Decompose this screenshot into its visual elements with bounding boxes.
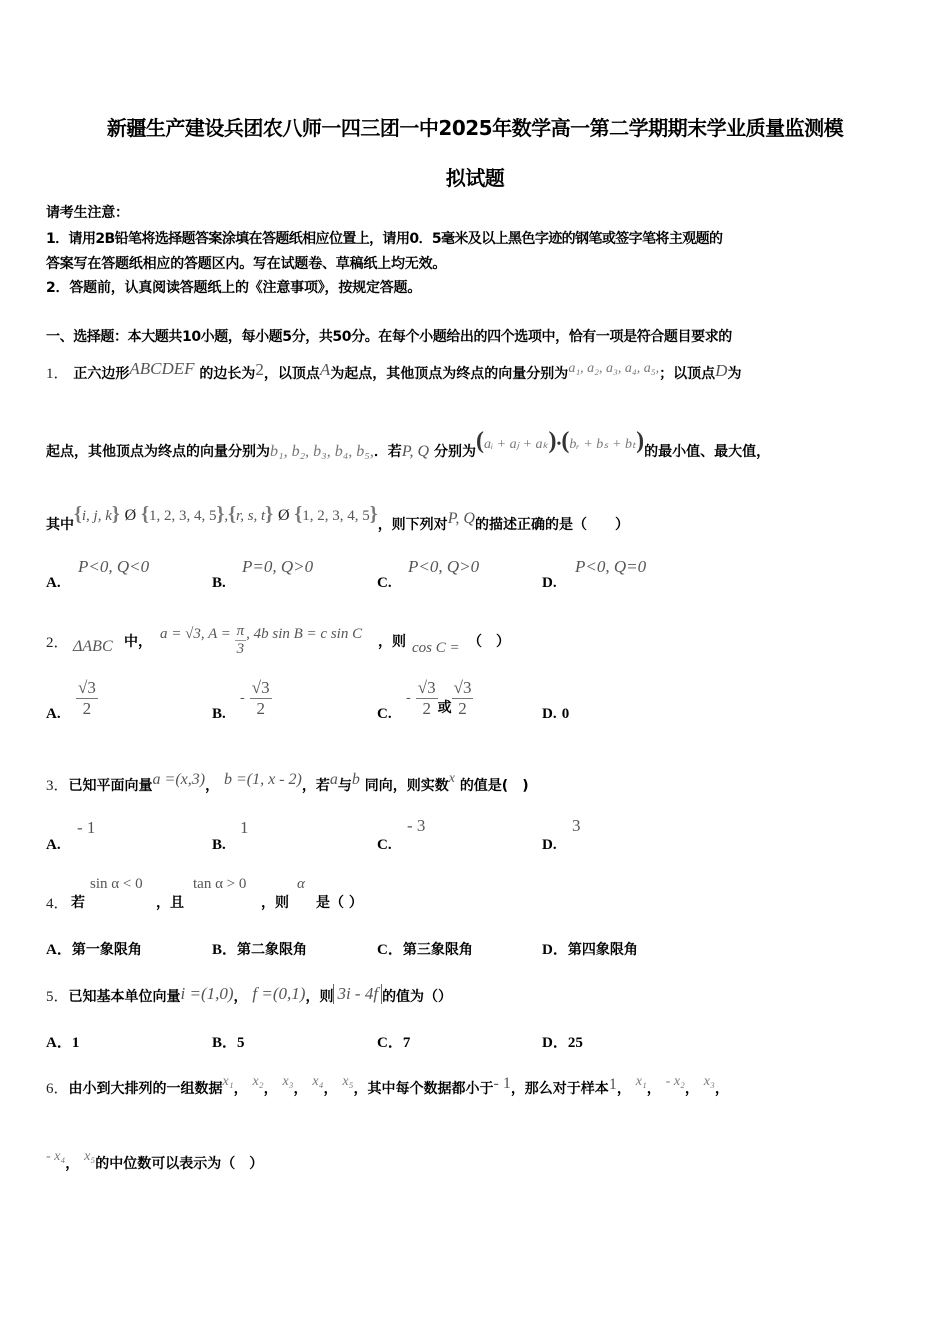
math-x4: x₄ [312, 1074, 324, 1089]
paren-open: ( [561, 428, 570, 454]
math-set-rst: r, s, t [236, 508, 266, 524]
math-b: b [351, 771, 360, 788]
question-text: 的值是( ) [459, 778, 529, 794]
question-4-option-d[interactable] [542, 938, 638, 959]
question-text: 起点，其他顶点为终点的向量分别为 [46, 444, 270, 460]
option-label: C. [377, 706, 392, 722]
brace-close: } [369, 503, 378, 525]
question-text: 分别为 [433, 444, 476, 460]
option-value: 1 [71, 1035, 80, 1051]
question-4-option-c[interactable] [377, 938, 473, 959]
math-minus-one: - 1 [493, 1075, 511, 1092]
denominator: 3 [236, 641, 245, 657]
math-symbol: Ø [277, 507, 290, 524]
question-4-option-b[interactable] [212, 938, 307, 959]
math-vector-a: a =(x,3) [152, 771, 206, 788]
math-symbol: Ø [124, 507, 137, 524]
fraction [416, 678, 438, 719]
math-x: x [448, 771, 455, 786]
question-2-option-c-value [406, 678, 473, 719]
notice-item-1-line2: 答案写在答题纸相应的答题区内。写在试题卷、草稿纸上均无效。 [46, 256, 447, 272]
math-a: a [329, 771, 338, 788]
question-2-option-a-value [76, 678, 98, 719]
question-1-option-d[interactable] [542, 572, 557, 592]
question-text: ，以顶点 [263, 366, 320, 382]
paren-open: ( [475, 428, 484, 454]
math-set-ijk: i, j, k [81, 508, 112, 524]
question-text: 与 [337, 778, 352, 794]
option-value: 5 [237, 1035, 245, 1051]
comma: ， [684, 1081, 699, 1097]
question-text: 为 [727, 366, 742, 382]
question-1-option-a-value: P<0, Q<0 [78, 557, 150, 576]
question-text: ，那么对于样本 [510, 1081, 609, 1097]
math-alpha: α [297, 876, 305, 892]
question-text: ，则下列对 [377, 517, 448, 533]
question-text: 同向，则实数 [364, 778, 449, 794]
question-text: 的最小值、最大值， [644, 444, 771, 460]
brace-open: { [294, 503, 303, 525]
option-label: B． [212, 942, 238, 958]
comma: ， [646, 1081, 661, 1097]
math-x3: x₃ [282, 1074, 294, 1089]
question-text: ．若 [373, 444, 402, 460]
question-number: 3． [46, 778, 69, 794]
option-label: C. [377, 575, 392, 591]
question-3-option-d[interactable] [542, 834, 557, 854]
question-5-option-b[interactable] [212, 1031, 245, 1052]
question-3-option-d-value: 3 [572, 816, 581, 835]
option-label: B. [212, 575, 226, 591]
question-3-option-c-value: - 3 [407, 816, 426, 835]
question-text: ，则 [305, 989, 334, 1005]
question-2-option-a[interactable] [46, 703, 61, 723]
question-2-option-d[interactable] [542, 703, 569, 723]
option-value: 0 [561, 706, 570, 722]
math-vertex-d: D [715, 361, 728, 380]
option-value: 7 [402, 1035, 411, 1051]
question-1-option-d-value: P<0, Q=0 [575, 557, 647, 576]
question-1-option-b-value: P=0, Q>0 [242, 557, 314, 576]
question-text: ，其中每个数据都小于 [353, 1081, 494, 1097]
option-label: A. [46, 575, 61, 591]
question-text: 由小到大排列的一组数据 [68, 1081, 223, 1097]
option-label: C． [377, 1035, 403, 1051]
option-value: 第二象限角 [237, 942, 308, 958]
question-text: 中， [124, 634, 152, 650]
option-label: B. [212, 706, 226, 722]
question-text: 为起点，其他顶点为终点的向量分别为 [330, 366, 569, 382]
math-sample-neg-x4: - x₄ [46, 1149, 66, 1164]
numerator: √3 [251, 678, 270, 697]
fraction [250, 678, 272, 719]
question-5-option-a[interactable] [46, 1031, 79, 1052]
option-value: 第三象限角 [402, 942, 473, 958]
paren-close: ) [548, 428, 557, 454]
option-value: 第一象限角 [71, 942, 142, 958]
question-number: 6． [46, 1081, 69, 1097]
math-set-12345: 1, 2, 3, 4, 5 [148, 508, 217, 524]
question-2-option-b-value [240, 678, 272, 719]
numerator: √3 [417, 678, 436, 697]
minus-sign: - [406, 690, 411, 706]
math-sample-x5: x₅ [84, 1149, 96, 1164]
question-1-line2 [46, 428, 771, 463]
fraction [452, 678, 474, 719]
math-sample-1: 1 [608, 1076, 617, 1093]
answer-blank: 是（ ） [316, 895, 363, 911]
numerator: π [236, 623, 245, 639]
question-text: ， [233, 989, 248, 1005]
math-triangle-abc: ΔABC [73, 638, 113, 655]
question-text: 正六边形 [73, 366, 130, 382]
option-label: A． [46, 1035, 72, 1051]
question-number: 2． [46, 635, 69, 651]
question-2-option-c[interactable] [377, 703, 392, 723]
math-x5: x₅ [342, 1074, 354, 1089]
math-dot: • [556, 437, 562, 452]
math-pq: P, Q [447, 510, 475, 527]
denominator: 2 [256, 699, 265, 718]
math-vector-f: f =(0,1) [252, 984, 306, 1003]
question-text: ，则 [261, 895, 289, 911]
math-vectors-a: a₁, a₂, a₃, a₄, a₅, [568, 361, 660, 376]
option-label: D． [542, 1035, 568, 1051]
numerator: √3 [453, 678, 472, 697]
option-label: B. [212, 837, 226, 853]
math-cos-c: cos C = [412, 640, 460, 656]
option-label: D． [542, 942, 568, 958]
math-sample-x3: x₃ [703, 1074, 715, 1089]
math-side-length: 2 [255, 360, 264, 379]
question-number: 4． [46, 896, 69, 912]
document-title-line2: 拟试题 [445, 166, 505, 190]
option-label: A. [46, 837, 61, 853]
question-4-option-a[interactable] [46, 938, 142, 959]
brace-open: { [74, 503, 82, 525]
denominator: 2 [82, 699, 92, 718]
question-text: ，则 [378, 634, 406, 650]
question-5-option-c[interactable] [377, 1031, 410, 1052]
question-text: 的中位数可以表示为（ ） [95, 1156, 264, 1172]
brace-close: } [111, 503, 120, 525]
math-given-conditions [160, 617, 363, 657]
math-x2: x₂ [252, 1074, 264, 1089]
option-label: D. [542, 837, 557, 853]
question-text: ，且 [156, 895, 184, 911]
comma: ， [65, 1156, 80, 1172]
option-label: A. [46, 706, 61, 722]
question-3-option-a[interactable] [46, 834, 61, 854]
question-text: 的值为（） [382, 989, 453, 1005]
notice-item-1-line1: 1．请用2B铅笔将选择题答案涂填在答题纸相应位置上，请用0．5毫米及以上黑色字迹的钢笔或签字笔将主观题的 [46, 231, 723, 247]
question-number: 1． [46, 366, 69, 382]
math-vector-i: i =(1,0) [180, 984, 234, 1003]
document-title-line1: 新疆生产建设兵团农八师一四三团一中2025年数学高一第二学期期末学业质量监测模 [106, 116, 844, 140]
question-text: 其中 [46, 517, 74, 533]
option-label: D. [542, 575, 557, 591]
brace-open: { [141, 503, 149, 525]
option-label: C． [377, 942, 403, 958]
option-label: B． [212, 1035, 238, 1051]
notice-item-2: 2．答题前，认真阅读答题纸上的《注意事项》，按规定答题。 [46, 280, 422, 296]
answer-blank: （ ） [468, 634, 510, 650]
question-1-option-a[interactable] [46, 572, 61, 592]
math-part: a = √3, A = [160, 625, 235, 642]
question-3-option-b[interactable] [212, 834, 226, 854]
question-5-line [46, 985, 452, 1006]
math-sum-a: aᵢ + aⱼ + aₖ [483, 437, 549, 452]
question-3-option-a-value: - 1 [77, 818, 96, 837]
question-text: 的描述正确的是（ ） [474, 517, 629, 533]
math-part: , 4b sin B = c sin C [246, 625, 363, 642]
math-set-12345: 1, 2, 3, 4, 5 [302, 508, 370, 524]
question-5-option-d[interactable] [542, 1031, 583, 1052]
option-label: C. [377, 837, 392, 853]
question-6-line1 [46, 1074, 729, 1098]
question-1-option-c[interactable] [377, 572, 392, 592]
notice-heading: 请考生注意： [46, 205, 129, 221]
question-text: 若 [71, 895, 85, 911]
comma: ， [263, 1081, 278, 1097]
math-vectors-b: b₁, b₂, b₃, b₄, b₅, [270, 443, 374, 460]
denominator: 2 [422, 699, 431, 718]
question-1-line3 [46, 503, 629, 535]
question-text: 的边长为 [199, 366, 256, 382]
question-1-line1 [46, 359, 742, 383]
math-vertex-a: A [319, 360, 331, 379]
brace-close: } [265, 503, 274, 525]
question-2-option-b[interactable] [212, 703, 226, 723]
question-3-option-c[interactable] [377, 834, 392, 854]
comma: ， [714, 1081, 729, 1097]
math-x1: x₁ [222, 1074, 234, 1089]
math-tan-alpha: tan α > 0 [193, 876, 247, 892]
denominator: 2 [458, 699, 467, 718]
comma: ， [616, 1081, 631, 1097]
option-value: 25 [567, 1035, 583, 1051]
question-number: 5． [46, 989, 69, 1005]
numerator: √3 [78, 678, 96, 697]
section-heading-choice: 一、选择题：本大题共10小题，每小题5分，共50分。在每个小题给出的四个选项中，恰有一项是符合题目要求的 [46, 329, 732, 345]
fraction-pi-over-3 [235, 623, 247, 658]
minus-sign: - [240, 690, 245, 706]
comma: ， [293, 1081, 308, 1097]
math-pq: P, Q [401, 443, 430, 460]
question-3-option-b-value: 1 [240, 818, 249, 837]
option-value: 第四象限角 [567, 942, 638, 958]
comma: ， [233, 1081, 248, 1097]
question-text: 已知基本单位向量 [68, 989, 181, 1005]
math-sum-b: bᵣ + bₛ + bₜ [569, 437, 637, 452]
math-vector-b: b =(1, x - 2) [223, 771, 302, 788]
question-text: ， [205, 778, 220, 794]
question-text: 已知平面向量 [68, 778, 153, 794]
question-3-line [46, 771, 529, 795]
question-1-option-c-value: P<0, Q>0 [408, 557, 480, 576]
brace-open: { [228, 503, 237, 525]
comma: ， [323, 1081, 338, 1097]
math-sin-alpha: sin α < 0 [90, 876, 143, 892]
question-6-line2 [46, 1149, 264, 1173]
comma: , [224, 508, 229, 524]
fraction [76, 678, 98, 719]
math-abs-expression: 3i - 4f [333, 984, 382, 1004]
option-label: D. [542, 706, 557, 722]
math-hexagon: ABCDEF [129, 359, 195, 378]
question-text: ；以顶点 [659, 366, 716, 382]
math-sample-neg-x2: - x₂ [665, 1074, 685, 1089]
or-text: 或 [437, 699, 452, 716]
math-sample-x1: x₁ [635, 1074, 647, 1089]
brace-close: } [216, 503, 225, 525]
question-1-option-b[interactable] [212, 572, 226, 592]
paren-close: ) [636, 428, 645, 454]
option-label: A． [46, 942, 72, 958]
question-text: ，若 [301, 778, 330, 794]
